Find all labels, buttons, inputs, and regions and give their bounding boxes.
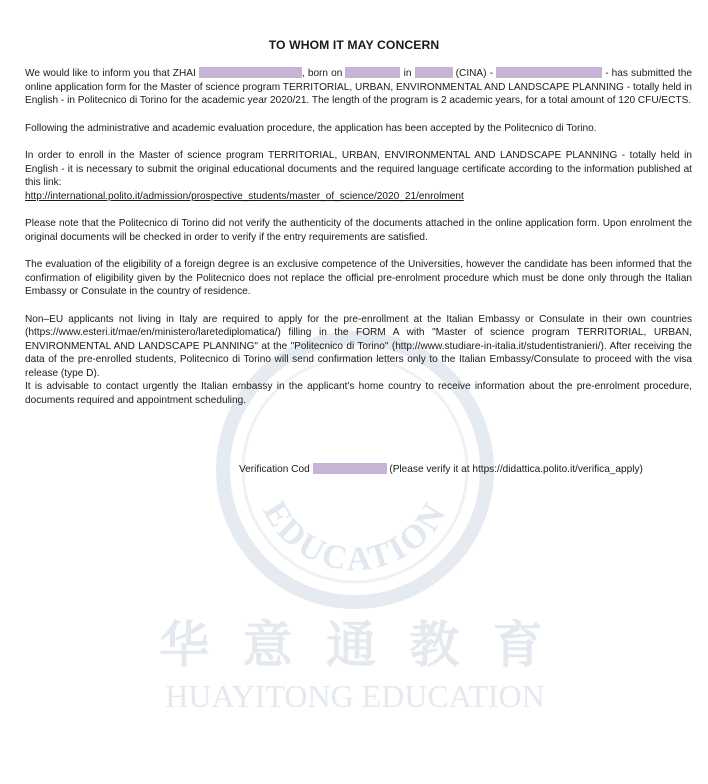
paragraph-eligibility: The evaluation of the eligibility of a foreign degree is an exclusive competence of the Universities, however the candidate has been informed that the confirmation of eligibility given by the Politecnico does not replace the official pre-enrolment procedure which must be done only through the Italian Embassy or Consulate in the country of residence. bbox=[25, 259, 692, 297]
paragraph-pre-enrollment: Non–EU applicants not living in Italy are required to apply for the pre-enrollment at the Italian Embassy or Consulate in their own countries (https://www.esteri.it/mae/en/ministero/laretediplomatica/) filling in the FORM A with "Master of science program TERRITORIAL, URBAN, ENVIRONMENTAL AND LANDSCAPE PLANNING" at the "Politecnico di Torino" (http://www.studiare-in-italia.it/studentistranieri/). After receiving the data of the pre-enrolled students, Politecnico di Torino will send confirmation letters only to the Italian Embassy/Consulate to proceed with the visa release (type D). bbox=[25, 313, 692, 379]
redacted-birthdate bbox=[345, 67, 400, 78]
letter-title: TO WHOM IT MAY CONCERN bbox=[268, 38, 440, 52]
watermark-chinese: 华 意 通 教 育 bbox=[159, 616, 551, 674]
redacted-birthplace bbox=[415, 67, 453, 78]
verification-note: (Please verify it at https://didattica.polito.it/verifica_apply) bbox=[389, 464, 643, 475]
verification-label: Verification Cod bbox=[239, 464, 310, 475]
redacted-name bbox=[199, 67, 302, 78]
watermark-english: HUAYITONG EDUCATION bbox=[165, 678, 545, 714]
paragraph-accepted: Following the administrative and academic evaluation procedure, the application has been accepted by the Politecnico di Torino. bbox=[25, 122, 597, 134]
paragraph-authenticity: Please note that the Politecnico di Torino did not verify the authenticity of the documents attached in the online application form. Upon enrolment the original documents will be checked in order to verify if the entry requirements are satisfied. bbox=[25, 218, 692, 243]
redacted-id bbox=[496, 67, 602, 78]
watermark-arc-text: EDUCATION bbox=[255, 494, 455, 579]
enrolment-link[interactable]: http://international.polito.it/admission/prospective_students/master_of_science/2020_21/enrolment bbox=[25, 190, 464, 202]
redacted-verification-code bbox=[313, 463, 387, 474]
application-details: - has submitted the online application form for the Master of science program TERRITORIAL, URBAN, ENVIRONMENTAL AND LANDSCAPE PLANNING - totally held in English - in Politecnico di Torino for the academic year 2020/21. The length of the program is 2 academic years, for a total amount of 120 CFU/ECTS. bbox=[25, 68, 692, 106]
paragraph-enroll bbox=[25, 149, 692, 203]
applicant-intro: We would like to inform you that ZHAI bbox=[25, 68, 196, 79]
born-on-label: , born on bbox=[301, 68, 343, 79]
country-label: (CINA) - bbox=[455, 68, 493, 79]
paragraph-embassy-advice: It is advisable to contact urgently the Italian embassy in the applicant's home country to receive information about the pre-enrolment procedure, documents required and appointment scheduling. bbox=[25, 381, 692, 406]
letter-body bbox=[25, 67, 692, 421]
in-label: in bbox=[403, 68, 412, 79]
enroll-text: In order to enroll in the Master of science program TERRITORIAL, URBAN, ENVIRONMENTAL AND LANDSCAPE PLANNING - totally held in English - it is necessary to submit the original educational documents and the required language certificate according to the information published at this link: bbox=[25, 150, 692, 188]
paragraph-application bbox=[25, 67, 692, 108]
verification-line bbox=[239, 463, 643, 475]
